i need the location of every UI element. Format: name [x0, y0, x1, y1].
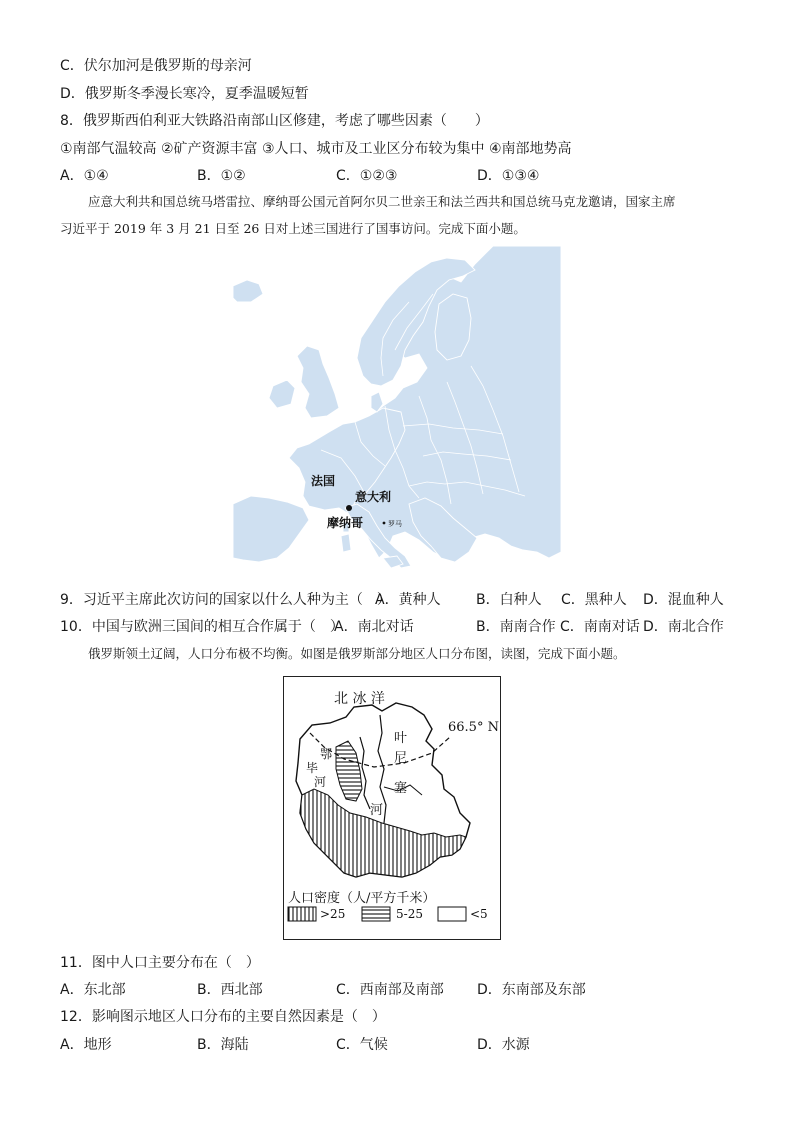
- q9-option-b: B．白种人: [476, 592, 542, 608]
- q9-option-a: A．黄种人: [375, 592, 441, 608]
- russia-population-map: [283, 676, 501, 940]
- passage2-line1: 俄罗斯领土辽阔，人口分布极不均衡。如图是俄罗斯部分地区人口分布图，读图，完成下面小题。: [88, 646, 626, 661]
- q12-stem: 12．影响图示地区人口分布的主要自然因素是（ ）: [60, 1009, 386, 1025]
- q8-option-a: A．①④: [60, 168, 109, 184]
- label-italy: 意大利: [355, 490, 392, 504]
- label-latitude: 66.5° N: [448, 720, 499, 735]
- passage1-line1: 应意大利共和国总统马塔雷拉、摩纳哥公国元首阿尔贝二世亲王和法兰西共和国总统马克龙邀请，国家主席: [88, 194, 676, 209]
- q11-option-d: D．东南部及东部: [477, 982, 586, 998]
- iceland-land: [233, 280, 263, 302]
- q11-stem: 11．图中人口主要分布在（ ）: [60, 955, 260, 971]
- label-monaco: 摩纳哥: [327, 516, 364, 530]
- q12-option-b: B．海陆: [197, 1037, 249, 1053]
- rome-point: [383, 522, 386, 525]
- legend-title: 人口密度（人/平方千米）: [288, 891, 436, 906]
- yenisei-char-4: 河: [370, 803, 384, 818]
- q8-option-d: D．①③④: [477, 168, 540, 184]
- q8-factors: ①南部气温较高 ②矿产资源丰富 ③人口、城市及工业区分布较为集中 ④南部地势高: [60, 141, 572, 157]
- label-france: 法国: [311, 474, 336, 488]
- iberia-land: [233, 496, 309, 562]
- q10-stem: 10．中国与欧洲三国间的相互合作属于（ ）: [60, 619, 344, 635]
- q9-option-d: D．混血种人: [643, 592, 724, 608]
- q12-option-d: D．水源: [477, 1037, 530, 1053]
- q10-option-d: D．南北合作: [643, 619, 724, 635]
- monaco-point: [346, 505, 352, 511]
- europe-map: [233, 246, 561, 568]
- yenisei-char-3: 塞: [394, 781, 408, 796]
- q8-stem: 8．俄罗斯西伯利亚大铁路沿南部山区修建，考虑了哪些因素（ ）: [60, 113, 489, 129]
- legend-swatch-medium: [362, 907, 390, 921]
- label-rome: 罗马: [388, 520, 402, 528]
- q11-option-b: B．西北部: [197, 982, 263, 998]
- q11-option-a: A．东北部: [60, 982, 126, 998]
- q7-option-c: C．伏尔加河是俄罗斯的母亲河: [60, 58, 252, 74]
- q7-option-d: D．俄罗斯冬季漫长寒冷，夏季温暖短暂: [60, 86, 309, 102]
- ob-char-1: 鄂: [320, 747, 333, 761]
- legend-swatch-low: [438, 907, 466, 921]
- ob-char-3: 河: [314, 775, 327, 789]
- legend-label-low: <5: [470, 907, 488, 921]
- ireland-land: [269, 380, 295, 408]
- legend-swatch-high: [288, 907, 316, 921]
- q11-option-c: C．西南部及南部: [336, 982, 444, 998]
- ob-char-2: 毕: [306, 761, 319, 775]
- q12-option-a: A．地形: [60, 1037, 112, 1053]
- q10-option-a: A．南北对话: [334, 619, 414, 635]
- q9-option-c: C．黑种人: [561, 592, 627, 608]
- q8-option-c: C．①②③: [336, 168, 398, 184]
- yenisei-char-2: 尼: [394, 751, 408, 766]
- q12-option-c: C．气候: [336, 1037, 388, 1053]
- q10-option-c: C．南南对话: [560, 619, 640, 635]
- sardinia-land: [341, 534, 351, 552]
- q10-option-b: B．南南合作: [476, 619, 556, 635]
- q8-option-b: B．①②: [197, 168, 246, 184]
- passage1-line2: 习近平于 2019 年 3 月 21 日至 26 日对上述三国进行了国事访问。完成下面小题。: [60, 221, 526, 236]
- legend-label-high: >25: [320, 907, 346, 921]
- label-arctic-ocean: 北 冰 洋: [334, 691, 385, 707]
- q9-stem: 9．习近平主席此次访问的国家以什么人种为主（ ）: [60, 592, 391, 608]
- great-britain-land: [297, 346, 339, 418]
- legend-label-medium: 5-25: [396, 907, 423, 921]
- yenisei-char-1: 叶: [394, 731, 408, 746]
